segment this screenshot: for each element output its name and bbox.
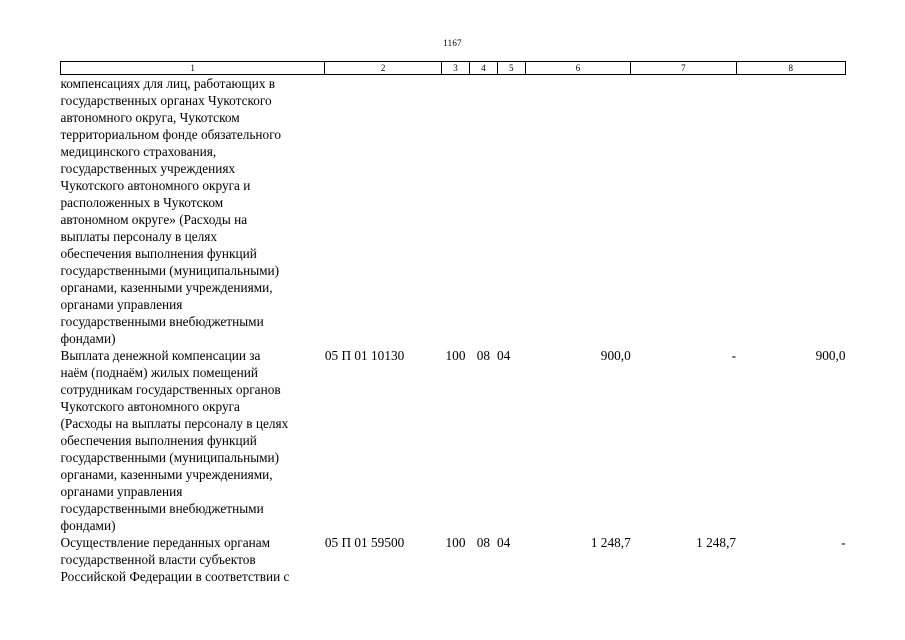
subsection-code: 04: [497, 535, 511, 550]
description-line: фондами): [60, 331, 116, 346]
description-line: сотрудникам государственных органов: [60, 382, 281, 397]
description-line: медицинского страхования,: [60, 144, 217, 159]
regional-amount: -: [841, 535, 846, 550]
budget-table: [60, 61, 846, 585]
regional-amount: [736, 75, 845, 348]
target-article-code: [325, 75, 441, 348]
description-line: органами, казенными учреждениями,: [60, 467, 273, 482]
column-header-1: 1: [61, 62, 325, 75]
total-amount: 900,0: [600, 348, 631, 363]
description-line: государственной власти субъектов: [60, 552, 256, 567]
section-code: 08: [476, 348, 490, 363]
description-line: государственными (муниципальными): [60, 263, 280, 278]
description-line: государственными внебюджетными: [60, 314, 264, 329]
description-line: (Расходы на выплаты персоналу в целях: [60, 416, 289, 431]
target-article-code: 05 П 01 10130: [324, 348, 405, 363]
column-header-4: 4: [470, 62, 497, 75]
description-line: компенсациях для лиц, работающих в: [60, 76, 276, 91]
description-line: Осуществление переданных органам: [60, 535, 271, 550]
description-line: фондами): [60, 518, 116, 533]
total-amount: [525, 75, 630, 348]
subsection-code: 04: [497, 348, 511, 363]
table-row: [61, 347, 846, 534]
description-line: государственных органах Чукотского: [60, 93, 272, 108]
column-header-7: 7: [631, 62, 736, 75]
description-line: органами управления: [60, 297, 183, 312]
description-line: государственными (муниципальными): [60, 450, 280, 465]
description-line: выплаты персоналу в целях: [60, 229, 218, 244]
description-line: органами, казенными учреждениями,: [60, 280, 273, 295]
description-line: Чукотского автономного округа: [60, 399, 240, 414]
column-header-8: 8: [736, 62, 845, 75]
table-row: [61, 75, 846, 348]
description-line: Выплата денежной компенсации за: [60, 348, 261, 363]
federal-amount: [631, 75, 736, 348]
expense-type-code: [441, 75, 469, 348]
description-line: государственными внебюджетными: [60, 501, 264, 516]
description-line: Российской Федерации в соответствии с: [60, 569, 290, 584]
column-header-5: 5: [497, 62, 525, 75]
page-number: 1167: [443, 38, 462, 48]
description-line: государственных учреждениях: [60, 161, 236, 176]
total-amount: 1 248,7: [590, 535, 631, 550]
expense-type-code: 100: [445, 535, 466, 550]
section-code: [470, 75, 497, 348]
column-header-2: 2: [325, 62, 441, 75]
description-line: автономном округе» (Расходы на: [60, 212, 248, 227]
expense-type-code: 100: [445, 348, 466, 363]
description-line: автономного округа, Чукотском: [60, 110, 240, 125]
target-article-code: 05 П 01 59500: [324, 535, 405, 550]
regional-amount: 900,0: [815, 348, 846, 363]
description-line: Чукотского автономного округа и: [60, 178, 251, 193]
section-code: 08: [476, 535, 490, 550]
subsection-code: [497, 75, 525, 348]
description-line: наём (поднаём) жилых помещений: [60, 365, 258, 380]
column-header-6: 6: [525, 62, 630, 75]
description-line: расположенных в Чукотском: [60, 195, 224, 210]
row-description: [61, 347, 325, 534]
federal-amount: -: [731, 348, 737, 363]
description-line: территориальном фонде обязательного: [60, 127, 281, 142]
column-number-row: [61, 62, 846, 75]
table-body: [61, 75, 846, 586]
description-line: обеспечения выполнения функций: [60, 433, 257, 448]
row-description: [61, 75, 325, 348]
table-row: [61, 534, 846, 585]
federal-amount: 1 248,7: [696, 535, 737, 550]
column-header-3: 3: [441, 62, 469, 75]
row-description: [61, 534, 325, 585]
description-line: органами управления: [60, 484, 183, 499]
description-line: обеспечения выполнения функций: [60, 246, 257, 261]
